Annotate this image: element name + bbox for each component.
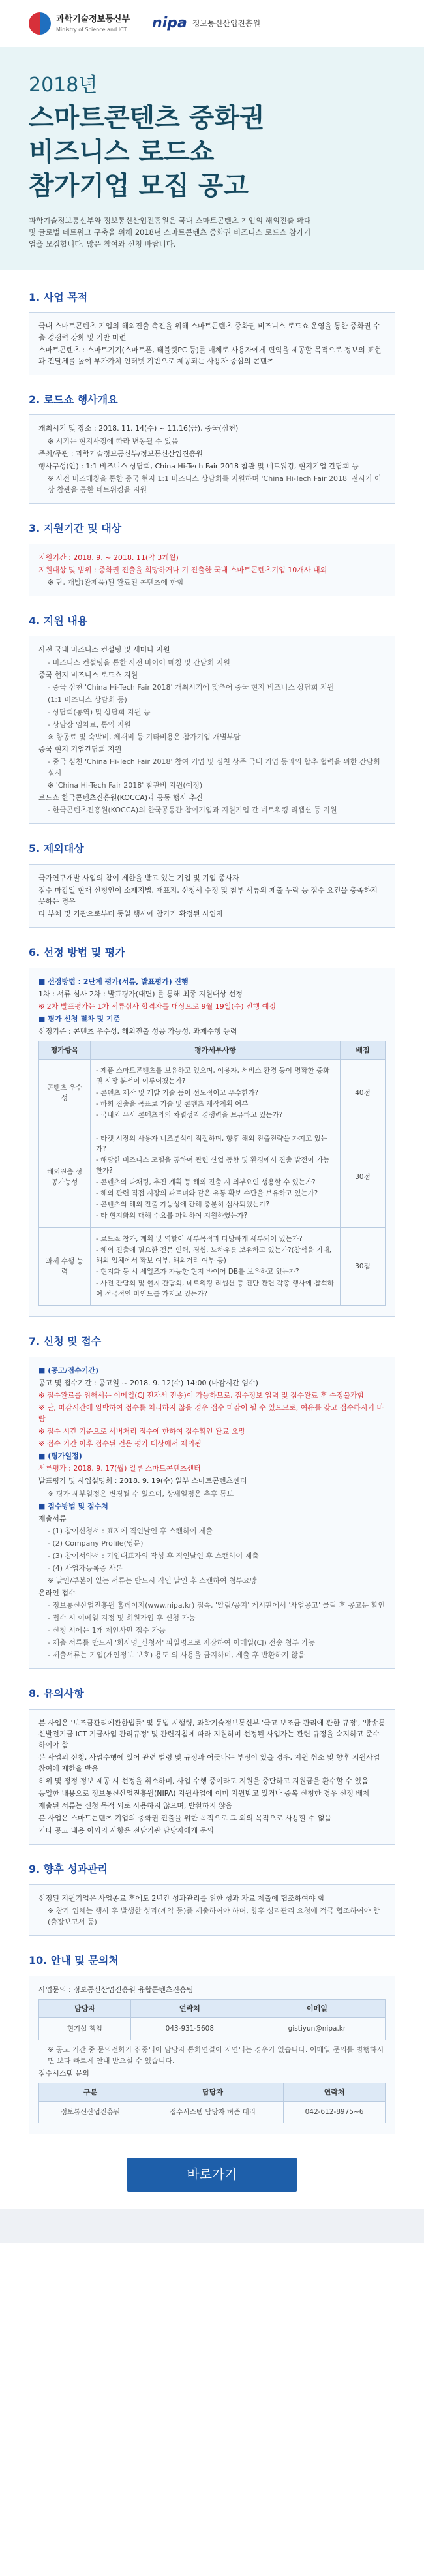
section-title: 8. 유의사항 (29, 1687, 84, 1700)
criteria-detail: - 하회 진출을 목표로 기술 및 콘텐츠 제작계획 여부 (96, 1099, 249, 1108)
criteria-detail: - 타 현지화의 대해 수요를 파악하여 지원하였는가? (96, 1212, 248, 1220)
taegeuk-emblem-icon (29, 12, 51, 35)
criteria-detail: - 사전 간담회 및 현지 간담회, 네트워킹 리셉션 등 진단 관련 각종 행사에 참석하여 적극적인 마인드를 가지고 있는가? (96, 1279, 334, 1298)
table-header: 구분 (39, 2083, 142, 2101)
bullet-sub: (1:1 비즈니스 상담회 등) (48, 695, 127, 704)
contact-name: 접수시스템 담당자 허준 대리 (142, 2101, 284, 2123)
bullet-note: ※ 사전 비즈매칭을 통한 중국 현지 1:1 비즈니스 상담회를 지원하며 'China Hi-Tech Fair 2018' 전시기 이상 참관을 통한 네트워킹을 지원 (48, 474, 382, 494)
bullet: 타 부처 및 기관으로부터 동일 행사에 참가가 확정된 사업자 (38, 910, 223, 919)
bullet-note: ※ 단, 마감시간에 임박하여 접수를 처리하지 않을 경우 접수 마감이 될 수 있으므로, 여유를 갖고 접수하시기 바람 (38, 1403, 384, 1424)
bullet-sub: - 제출서류는 기업(개인정보 보호) 용도 외 사용을 금지하며, 제출 후 반환하지 않음 (48, 1651, 305, 1660)
section-box (29, 544, 395, 596)
bullet-note: ※ 'China Hi-Tech Fair 2018' 참관비 지원(예정) (48, 780, 203, 790)
ministry-logo (29, 12, 130, 35)
evaluation-table (38, 1041, 386, 1306)
table-header: 배점 (341, 1041, 386, 1060)
criteria-score: 30점 (341, 1227, 386, 1306)
criteria-detail: - 현지화 등 시 세일즈가 가능한 현지 바이어 DB를 보유하고 있는가? (96, 1268, 299, 1276)
bullet: 공고 및 접수기간 : 공고일 ~ 2018. 9. 12(수) 14:00 (마감시간 엄수) (38, 1379, 258, 1388)
section-box (29, 1357, 395, 1669)
ministry-name-en: Ministry of Science and ICT (56, 26, 127, 33)
table-header: 연락처 (284, 2083, 386, 2101)
subsection-title: ■ 선정방법 : 2단계 평가(서류, 발표평가) 진행 (38, 977, 189, 986)
table-header: 이메일 (249, 2000, 385, 2018)
section-title: 4. 지원 내용 (29, 614, 88, 627)
contact-table (38, 1999, 386, 2040)
table-header: 담당자 (39, 2000, 131, 2018)
bullet: 주최/주관 : 과학기술정보통신부/정보통신산업진흥원 (38, 449, 203, 458)
ministry-name: 과학기술정보통신부 (56, 14, 130, 24)
section-title: 2. 로드쇼 행사개요 (29, 393, 118, 406)
table-row (39, 1060, 386, 1127)
bullet: 지원기간 : 2018. 9. ~ 2018. 11(약 3개월) (38, 553, 179, 562)
section-box (29, 1884, 395, 1936)
bullet-note: ※ 접수 기간 이후 접수된 건은 평가 대상에서 제외됨 (38, 1439, 202, 1449)
section-box (29, 968, 395, 1317)
subsection-title: ■ (평가일정) (38, 1452, 82, 1461)
nipa-wordmark: nipa (152, 14, 187, 31)
bullet-sub: - 접수 시 이메일 지정 및 회원가입 후 신청 가능 (48, 1613, 196, 1622)
bullet: 사업문의 : 정보통신산업진흥원 융합콘텐츠진흥팀 (38, 1986, 194, 1995)
bullet: 본 사업의 신청, 사업수행에 있어 관련 법령 및 규정과 어긋나는 부정이 있을 경우, 지원 취소 및 향후 지원사업 참여에 제한을 받음 (38, 1753, 380, 1773)
bullet-note: ※ 접수완료를 위해서는 이메일(CJ 전자서 전송)이 가능하므로, 접수정보 입력 및 접수완료 후 수정불가함 (38, 1391, 365, 1400)
subsection-title: ■ (공고/접수기간) (38, 1366, 99, 1375)
criteria-detail: - 국내외 유사 콘텐츠와의 차별성과 경쟁력을 보유하고 있는가? (96, 1111, 283, 1120)
bullet: 지원대상 및 범위 : 중화권 진출을 희망하거나 기 진출한 국내 스마트콘텐츠기업 10개사 내외 (38, 565, 327, 574)
footer (0, 2209, 424, 2243)
criteria-detail: - 제품 스마트콘텐츠를 보유하고 있으며, 이용자, 서비스 환경 등이 명확한 중화권 시장 분석이 이루어졌는가? (96, 1067, 330, 1086)
bullet: 사전 국내 비즈니스 컨설팅 및 세미나 지원 (38, 645, 170, 654)
bullet-note: ※ 단, 개발(완제품)된 완료된 콘텐츠에 한함 (48, 577, 184, 587)
bullet: 접수 마감일 현재 신청인이 소재지법, 재표지, 신청서 수정 및 첨부 서류의 제출 누락 등 접수 요건을 충족하지 못하는 경우 (38, 885, 378, 906)
contact-org: 정보통신산업진흥원 (39, 2101, 142, 2123)
nipa-logo (152, 12, 260, 35)
bullet: 중국 현지 기업간담회 지원 (38, 744, 122, 754)
criteria-score: 30점 (341, 1127, 386, 1227)
hero-title-line1: 스마트콘텐츠 중화권 (29, 102, 265, 133)
bullet: 본 사업은 '보조금관리에관한법률' 및 동법 시행령, 과학기술정보통신부 '국고 보조금 관리에 관한 규정', '방송통신발전기금 ICT 기금사업 관리규정' 및 관련지침에 따라 지원하며 선정된 사업자는 관련 규정을 숙지하고 준수하여야 함 (38, 1718, 386, 1750)
bullet: 동일한 내용으로 정보통신산업진흥원(NIPA) 지원사업에 이미 지원받고 있거나 중복 신청한 경우 선정 배제 (38, 1789, 370, 1798)
criteria-detail: - 타겟 시장의 사용자 니즈분석이 적절하며, 향후 해외 진출전략을 가지고 있는가? (96, 1134, 327, 1153)
bullet-note: ※ 날인/부본이 있는 서류는 반드시 직인 날인 후 스캔하여 첨부요망 (48, 1576, 257, 1585)
criteria-details (91, 1227, 341, 1306)
bullet-note: ※ 접수 시간 기준으로 서버처리 접수에 한하여 접수확인 완료 요망 (38, 1427, 245, 1436)
bullet: 접수시스템 문의 (38, 2068, 89, 2078)
bullet-sub: - 한국콘텐츠진흥원(KOCCA)의 한국공동관 참여기업과 지원기업 간 네트워킹 리셉션 등 지원 (48, 806, 337, 815)
bullet-note: ※ 시기는 현지사정에 따라 변동될 수 있음 (48, 437, 179, 446)
bullet: 행사구성(안) : 1:1 비즈니스 상담회, China Hi-Tech Fair 2018 참관 및 네트워킹, 현지기업 간담회 등 (38, 461, 359, 470)
bullet-note: ※ 평가 세부일정은 변경될 수 있으며, 상세일정은 추후 통보 (48, 1489, 234, 1498)
bullet: 온라인 접수 (38, 1588, 76, 1597)
bullet: 제출된 서류는 신청 목적 외로 사용하지 않으며, 반환하지 않음 (38, 1802, 233, 1811)
bullet-sub: - 중국 심천 'China Hi-Tech Fair 2018' 개최시기에 맞추어 중국 현지 비즈니스 상담회 지원 (48, 682, 335, 692)
bullet: 1차 : 서류 심사 2차 : 발표평가(대면) 를 통해 최종 지원대상 선정 (38, 989, 243, 998)
criteria-detail: - 콘텐츠의 다채팅, 추진 계획 등 해외 진출 시 외부요인 생용할 수 있는가? (96, 1178, 316, 1186)
hero-year: 2018년 (29, 74, 98, 97)
shortcut-button[interactable]: 바로가기 (127, 2158, 297, 2192)
announcement-body (0, 270, 424, 2141)
bullet-note: ※ 공고 기간 중 문의전화가 집중되어 담당자 통화연결이 지연되는 경우가 있습니다. 이메일 문의를 병행하시면 보다 빠르게 안내 받으실 수 있습니다. (48, 2045, 384, 2065)
bullet: 발표평가 및 사업설명회 : 2018. 9. 19(수) 일부 스마트콘텐츠센터 (38, 1477, 247, 1486)
section-title: 10. 안내 및 문의처 (29, 1954, 119, 1967)
hero-title-line2: 비즈니스 로드쇼 (29, 136, 215, 167)
bullet: 스마트콘텐츠 : 스마트기기(스마트폰, 태블릿PC 등)를 매체로 사용자에게 편익을 제공할 목적으로 정보의 표현과 전달체를 높여 부가가치 인터넷 기반으로 제공되는 사용자 중심의 콘텐츠 (38, 345, 382, 365)
contact-name: 현기섭 책임 (39, 2018, 131, 2040)
criteria-name: 과제 수행 능력 (39, 1227, 91, 1306)
criteria-details (91, 1060, 341, 1127)
section-title: 1. 사업 목적 (29, 290, 88, 303)
bullet: 기타 공고 내용 이외의 사항은 전담기관 담당자에게 문의 (38, 1826, 214, 1835)
bullet: 선정기준 : 콘텐츠 우수성, 해외진출 성공 가능성, 과제수행 능력 (38, 1027, 237, 1036)
hero-title-line3: 참가기업 모집 공고 (29, 170, 249, 201)
criteria-score: 40점 (341, 1060, 386, 1127)
contact-email[interactable]: gistiyun@nipa.kr (249, 2018, 385, 2040)
section-box (29, 1976, 395, 2134)
bullet-note: ※ 2차 발표평가는 1차 서류심사 합격자를 대상으로 9월 19일(수) 진행 예정 (38, 1002, 277, 1011)
bullet: 허위 및 정정 정보 제공 시 선정을 취소하며, 사업 수행 중이라도 지원을 중단하고 지원금을 환수할 수 있음 (38, 1777, 369, 1786)
bullet-sub: - 정보통신산업진흥원 홈페이지(www.nipa.kr) 접속, '알림/공지' 게시판에서 '사업공고' 클릭 후 공고문 확인 (48, 1601, 385, 1610)
bullet: 서류평가 : 2018. 9. 17(월) 일부 스마트콘텐츠센터 (38, 1464, 201, 1473)
criteria-detail: - 콘텐츠 제작 및 개발 기술 등이 선도적이고 우수한가? (96, 1088, 259, 1097)
table-header: 담당자 (142, 2083, 284, 2101)
bullet: 로드쇼 한국콘텐츠진흥원(KOCCA)과 공동 행사 추진 (38, 793, 203, 803)
section-box (29, 414, 395, 503)
bullet-sub: - (3) 참여서약서 : 기업대표자의 작성 후 직인날인 후 스캔하여 제출 (48, 1551, 259, 1560)
header (0, 0, 424, 47)
criteria-detail: - 콘텐츠의 해외 진출 가능성에 관해 충분히 심사되었는가? (96, 1201, 270, 1209)
section-title: 7. 신청 및 접수 (29, 1335, 102, 1348)
bullet-note: ※ 항공료 및 숙박비, 체재비 등 기타비용은 참가기업 개별부담 (48, 732, 241, 741)
subsection-title: ■ 평가 신청 절차 및 기준 (38, 1015, 121, 1024)
section-box (29, 636, 395, 824)
bullet: 국내 스마트콘텐츠 기업의 해외진출 촉진을 위해 스마트콘텐츠 중화권 비즈니스 로드쇼 운영을 통한 중화권 수출 경쟁력 강화 및 기반 마련 (38, 322, 380, 342)
criteria-name: 해외진출 성공가능성 (39, 1127, 91, 1227)
section-box (29, 864, 395, 928)
bullet-sub: - 상담회(통역) 및 상담회 지원 등 (48, 707, 151, 716)
table-header: 평가세부사항 (91, 1041, 341, 1060)
criteria-name: 콘텐츠 우수성 (39, 1060, 91, 1127)
section-title: 9. 향후 성과관리 (29, 1863, 108, 1876)
bullet-sub: - (2) Company Profile(영문) (48, 1539, 144, 1548)
nipa-name: 정보통신산업진흥원 (192, 18, 261, 28)
bullet-sub: - 중국 심천 'China Hi-Tech Fair 2018' 참여 기업 및 심천 상주 국내 기업 등과의 합추 협력을 위한 간담회 실시 (48, 757, 380, 777)
bullet: 중국 현지 비즈니스 로드쇼 지원 (38, 670, 138, 679)
bullet-sub: - (1) 참여신청서 : 표지에 직인날인 후 스캔하여 제출 (48, 1526, 213, 1535)
table-row (39, 2101, 386, 2123)
system-contact-table (38, 2083, 386, 2123)
bullet: 개최시기 및 장소 : 2018. 11. 14(수) ~ 11.16(금), 중국(심천) (38, 424, 239, 433)
section-box (29, 312, 395, 375)
table-header: 연락처 (130, 2000, 249, 2018)
criteria-detail: - 로드쇼 참가, 계획 및 역할이 세부목적과 타당하게 세부되어 있는가? (96, 1234, 303, 1243)
bullet-sub: - 제출 서류를 반드시 '회사명_신청서' 파일명으로 저장하여 이메일(CJ) 전송 첨부 가능 (48, 1638, 316, 1648)
section-title: 6. 선정 방법 및 평가 (29, 946, 125, 959)
bullet-sub: - (4) 사업자등록증 사본 (48, 1563, 123, 1572)
bullet-sub: - 비즈니스 컨설팅을 통한 사전 바이어 매칭 및 간담회 지원 (48, 658, 230, 667)
table-row (39, 1227, 386, 1306)
bullet-sub: - 상담장 임차료, 통역 지원 (48, 720, 131, 729)
bullet: 제출서류 (38, 1514, 67, 1523)
contact-phone: 042-612-8975~6 (284, 2101, 386, 2123)
hero (0, 47, 424, 270)
hero-description: 과학기술정보통신부와 정보통신산업진흥원은 국내 스마트콘텐츠 기업의 해외진출 확대 및 글로벌 네트워크 구축을 위해 2018년 스마트콘텐츠 중화권 비즈니스 로드쇼 참가기업을 모집합니다. 많은 참여와 신청 바랍니다. (29, 215, 311, 249)
section-box (29, 1709, 395, 1845)
contact-phone: 043-931-5608 (130, 2018, 249, 2040)
cta-wrapper (0, 2141, 424, 2209)
table-row (39, 2018, 386, 2040)
bullet: 본 사업은 스마트콘텐츠 기업의 중화권 진출을 위한 목적으로 그 외의 목적으로 사용할 수 없음 (38, 1814, 332, 1823)
table-row (39, 1127, 386, 1227)
criteria-details (91, 1127, 341, 1227)
bullet-note: ※ 참가 업체는 행사 후 발생한 성과(계약 등)를 제출하여야 하며, 향후 성과관리 요청에 적극 협조하여야 함 (출장보고서 등) (48, 1907, 380, 1927)
bullet-sub: - 신청 시에는 1개 제안사만 접수 가능 (48, 1626, 166, 1635)
criteria-detail: - 해외 진출에 필요한 전문 인력, 경험, 노하우를 보유하고 있는가?(참석을 기대, 해외 업체에서 확보 여부, 해외거리 여부 등) (96, 1246, 332, 1265)
bullet: 선정된 지원기업은 사업종료 후에도 2년간 성과관리를 위한 성과 자료 제출에 협조하여야 함 (38, 1894, 325, 1903)
criteria-detail: - 해당한 비즈니스 모델을 통하여 관련 산업 동향 및 환경에서 진출 발전이 가능한가? (96, 1156, 330, 1175)
subsection-title: ■ 접수방법 및 접수처 (38, 1501, 108, 1510)
section-title: 3. 지원기간 및 대상 (29, 521, 122, 534)
section-title: 5. 제외대상 (29, 842, 84, 855)
bullet: 국가연구개발 사업의 참여 제한을 받고 있는 기업 및 기업 종사자 (38, 873, 239, 882)
table-header: 평가항목 (39, 1041, 91, 1060)
criteria-detail: - 해외 관련 직접 시장의 파트너와 같은 유통 확보 수단을 보유하고 있는가? (96, 1189, 318, 1197)
